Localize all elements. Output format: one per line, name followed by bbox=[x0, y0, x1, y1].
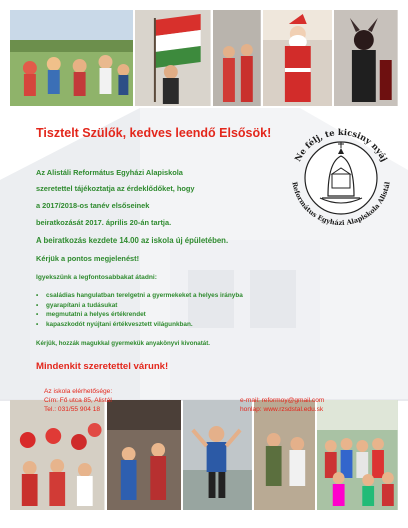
list-item: • családias hangulatban terelgetni a gyermekeket a helyes irányba bbox=[36, 291, 243, 301]
list-item: • kapaszkodót nyújtani értékvesztett világunkban. bbox=[36, 320, 243, 330]
contact-website: honlap: www.rzsdstal.edu.sk bbox=[240, 406, 324, 413]
contact-left bbox=[44, 387, 112, 414]
contact-address: Cím: Fő utca 85, Alistál bbox=[44, 397, 112, 404]
aims-title: Igyekszünk a legfontosabbakat átadni: bbox=[36, 274, 157, 281]
closing-message: Mindenkit szeretettel várunk! bbox=[36, 361, 169, 372]
aims-list bbox=[36, 291, 243, 329]
punctuality-request: Kérjük a pontos megjelenést! bbox=[36, 254, 140, 263]
enrollment-time: A beiratkozás kezdete 14.00 az iskola új épületében. bbox=[36, 236, 229, 245]
seal-bottom-text: Református Egyházi Alapiskola Alistál bbox=[290, 181, 392, 228]
contact-phone: Tel.: 031/55 904 18 bbox=[44, 406, 101, 413]
contact-title: Az iskola elérhetősége: bbox=[44, 388, 113, 395]
intro-line-3: a 2017/2018-os tanév elsőseinek bbox=[36, 201, 150, 210]
list-item: • megmutatni a helyes értékrendet bbox=[36, 310, 243, 320]
headline: Tisztelt Szülők, kedves leendő Elsősök! bbox=[36, 126, 272, 140]
intro-line-1: Az Alistáli Református Egyházi Alapiskola bbox=[36, 168, 183, 177]
list-item: • gyarapítani a tudásukat bbox=[36, 301, 243, 311]
intro-line-2: szeretettel tájékoztatja az érdeklődőket, hogy bbox=[36, 184, 195, 193]
contact-email: e-mail: reformoy@gmail.com bbox=[240, 397, 325, 404]
intro-line-4: beiratkozását 2017. április 20-án tartja. bbox=[36, 218, 172, 227]
documents-note: Kérjük, hozzák magukkal gyermekük anyakönyvi kivonatát. bbox=[36, 340, 211, 347]
church-bell-seal-icon bbox=[282, 118, 400, 236]
seal-top-text: Ne félj, te kicsiny nyáj bbox=[292, 126, 390, 164]
contact-right bbox=[240, 396, 324, 414]
